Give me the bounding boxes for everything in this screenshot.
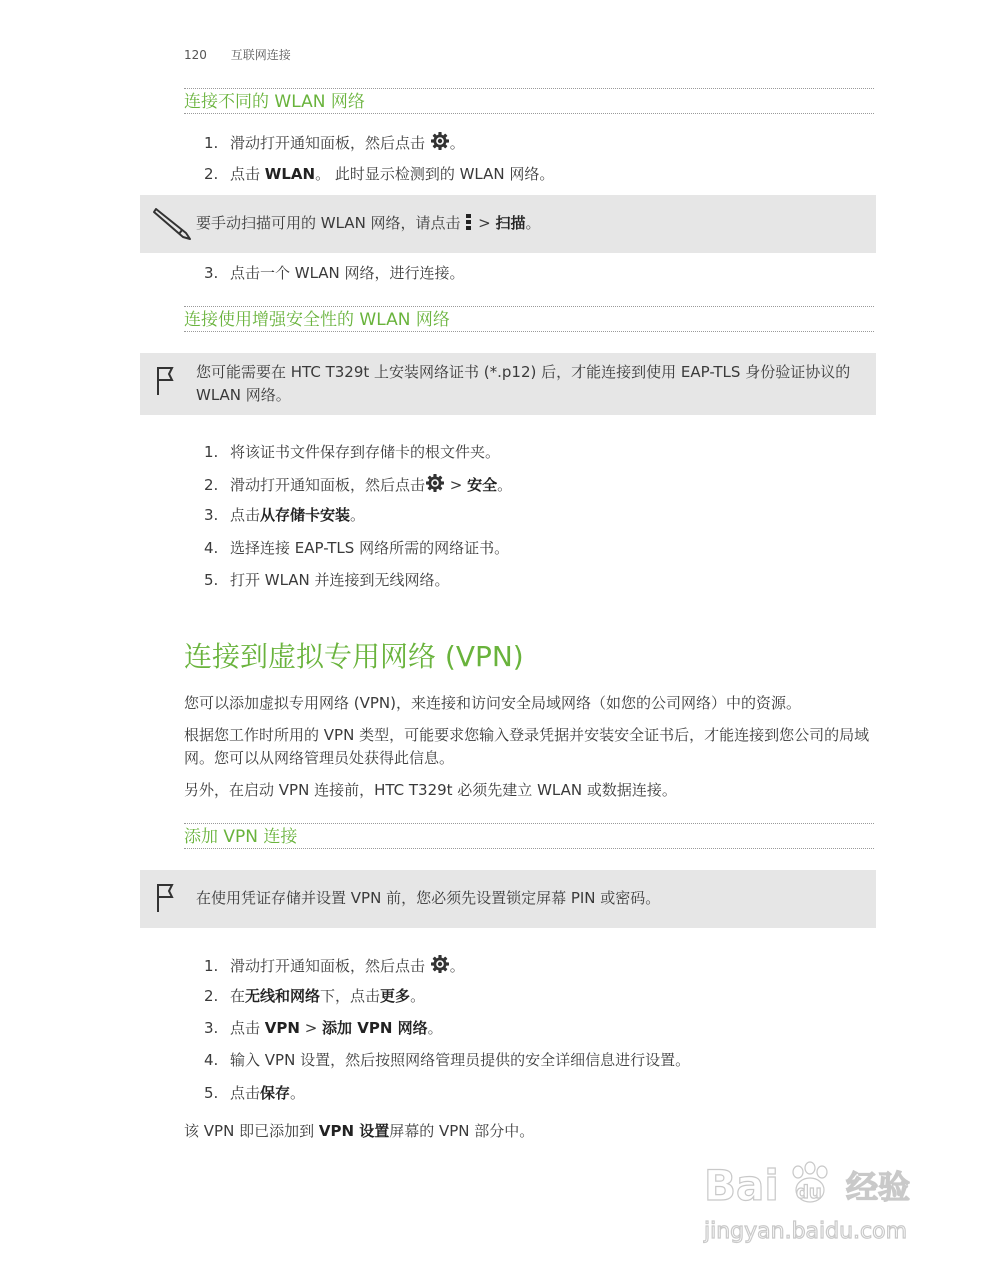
info-note: 您可能需要在 HTC T329t 上安装网络证书 (*.p12) 后，才能连接到使用 EAP-TLS 身份验证协议的 WLAN 网络。: [140, 353, 876, 415]
list-item: 1. 将该证书文件保存到存储卡的根文件夹。: [204, 443, 501, 461]
list-item: 5. 打开 WLAN 并连接到无线网络。: [204, 571, 450, 589]
watermark-brand: Bai: [704, 1161, 779, 1210]
paragraph: 根据您工作时所用的 VPN 类型，可能要求您输入登录凭据并安装安全证书后，才能连接到您公司的局域网。您可以从网络管理员处获得此信息。: [184, 726, 870, 767]
list-item: 3. 点击从存储卡安装。: [204, 506, 366, 524]
list-item: 3. 点击一个 WLAN 网络，进行连接。: [204, 264, 465, 282]
section-heading-secure-wlan: 连接使用增强安全性的 WLAN 网络: [184, 306, 874, 332]
tip-note: 要手动扫描可用的 WLAN 网络，请点击 > 扫描。: [140, 195, 876, 253]
paragraph: 该 VPN 即已添加到 VPN 设置屏幕的 VPN 部分中。: [184, 1122, 535, 1140]
list-item: 4. 选择连接 EAP-TLS 网络所需的网络证书。: [204, 539, 510, 557]
settings-gear-icon: [425, 473, 445, 498]
settings-gear-icon: [430, 954, 450, 979]
paragraph: 另外，在启动 VPN 连接前，HTC T329t 必须先建立 WLAN 或数据连接。: [184, 781, 677, 799]
chapter-title: 互联网连接: [230, 48, 291, 62]
list-item: 1. 滑动打开通知面板，然后点击 。: [204, 131, 465, 156]
list-item: 4. 输入 VPN 设置，然后按照网络管理员提供的安全详细信息进行设置。: [204, 1051, 691, 1069]
info-note: 在使用凭证存储并设置 VPN 前，您必须先设置锁定屏幕 PIN 或密码。: [140, 870, 876, 928]
list-item: 2. 滑动打开通知面板，然后点击 > 安全。: [204, 473, 512, 498]
list-item: 1. 滑动打开通知面板，然后点击 。: [204, 954, 465, 979]
list-item: 2. 在无线和网络下，点击更多。: [204, 987, 426, 1005]
flag-icon: [154, 882, 178, 918]
watermark-brand2: du: [796, 1182, 822, 1203]
watermark-suffix: 经验: [846, 1168, 911, 1206]
watermark-url: jingyan.baidu.com: [704, 1219, 908, 1244]
section-heading-add-vpn: 添加 VPN 连接: [184, 823, 874, 849]
baidu-jingyan-watermark: [700, 1150, 940, 1250]
list-item: 5. 点击保存。: [204, 1084, 306, 1102]
settings-gear-icon: [430, 131, 450, 156]
section-heading-wlan: 连接不同的 WLAN 网络: [184, 88, 874, 114]
list-item: 3. 点击 VPN > 添加 VPN 网络。: [204, 1019, 443, 1037]
page-title: 连接到虚拟专用网络 (VPN): [184, 640, 524, 673]
paragraph: 您可以添加虚拟专用网络 (VPN)，来连接和访问安全局域网络（如您的公司网络）中的资源。: [184, 694, 802, 712]
flag-icon: [154, 365, 178, 401]
pencil-icon: [152, 205, 196, 245]
page-number: 120: [184, 48, 207, 62]
page-header: [184, 46, 291, 63]
list-item: 2. 点击 WLAN。 此时显示检测到的 WLAN 网络。: [204, 165, 555, 183]
